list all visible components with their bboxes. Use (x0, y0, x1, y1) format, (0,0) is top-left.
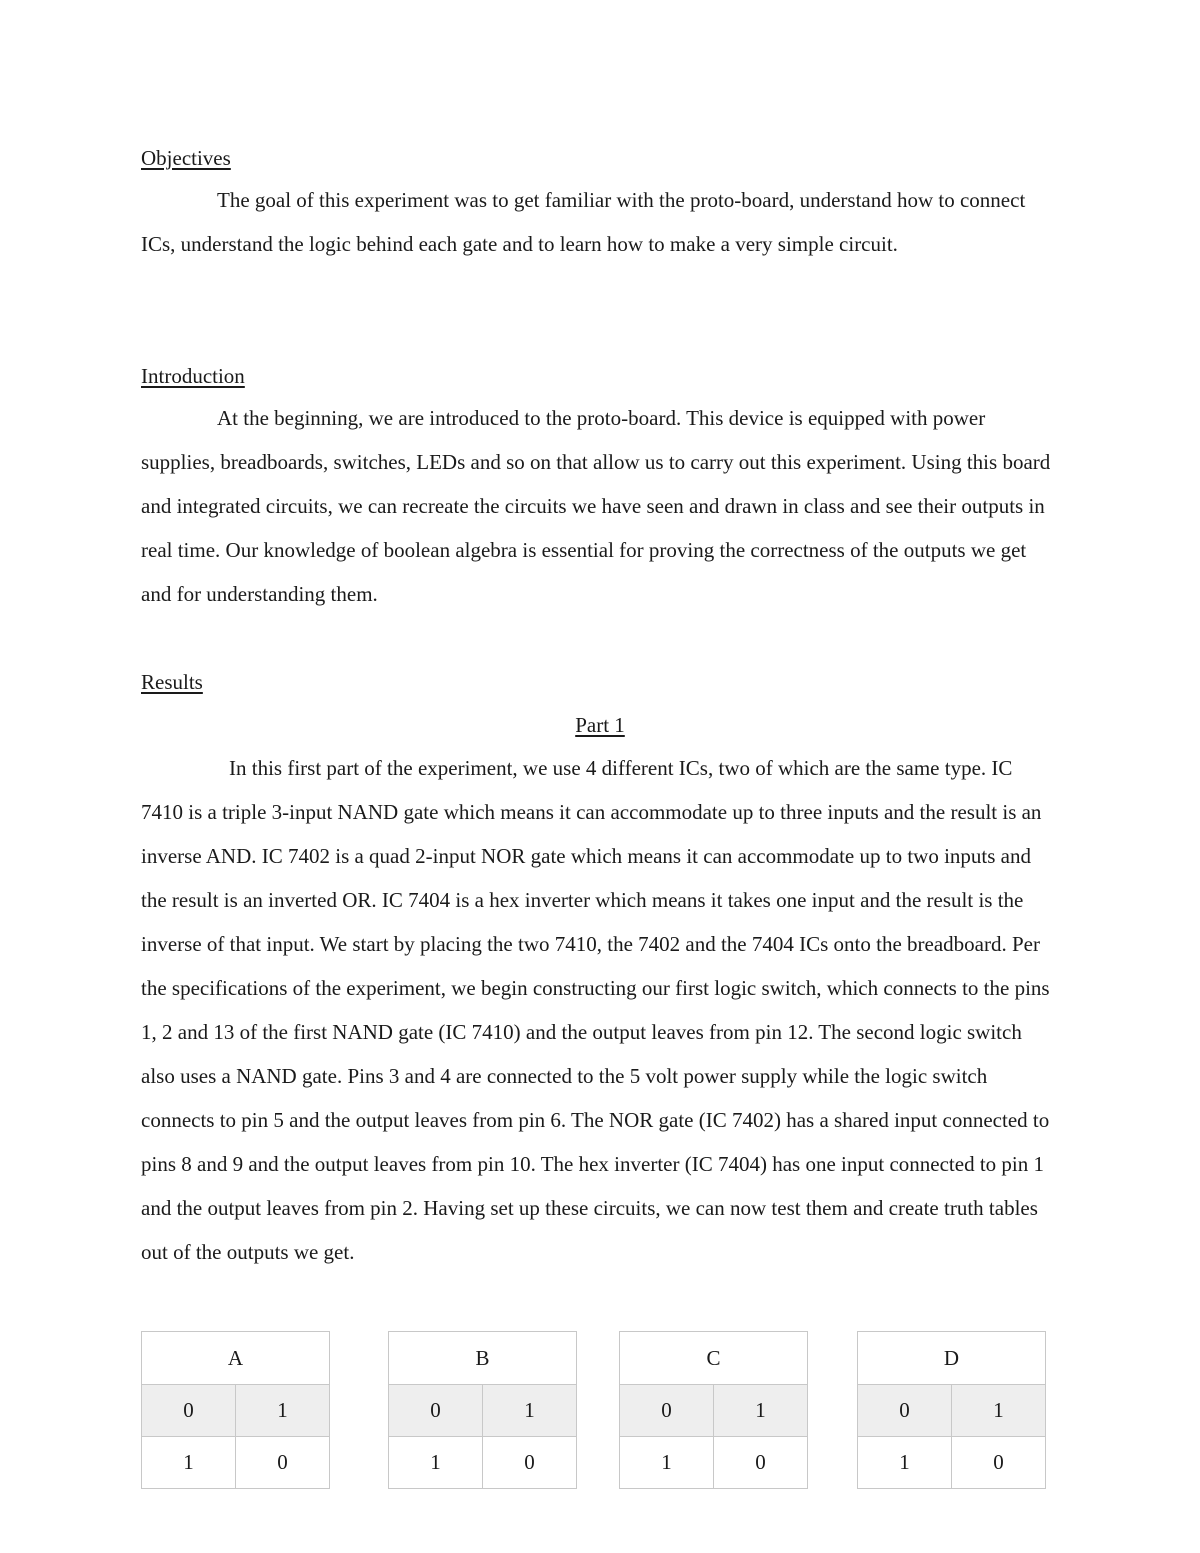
table-cell: 0 (483, 1437, 577, 1489)
part1-heading: Part 1 (575, 713, 625, 737)
table-cell: 0 (142, 1385, 236, 1437)
truth-table-d (857, 1331, 1046, 1489)
table-cell: 1 (714, 1385, 808, 1437)
table-cell: 1 (389, 1437, 483, 1489)
table-cell: 0 (620, 1385, 714, 1437)
table-label: B (389, 1332, 577, 1385)
table-cell: 1 (620, 1437, 714, 1489)
objectives-heading: Objectives (141, 146, 231, 170)
truth-table-c (619, 1331, 808, 1489)
truth-table-b (388, 1331, 577, 1489)
table-cell: 0 (389, 1385, 483, 1437)
introduction-paragraph: At the beginning, we are introduced to the proto-board. This device is equipped with power supplies, breadboards, switches, LEDs and so on that allow us to carry out this experiment. Using this board and integrated circuits, we can recreate the circuits we have seen and drawn in class and see their outputs in real time. Our knowledge of boolean algebra is essential for proving the correctness of the outputs we get and for understanding them. (141, 406, 1051, 606)
table-cell: 0 (236, 1437, 330, 1489)
results-paragraph: In this first part of the experiment, we use 4 different ICs, two of which are the same type. IC 7410 is a triple 3-input NAND gate which means it can accommodate up to three inputs and the result is an inverse AND. IC 7402 is a quad 2-input NOR gate which means it can accommodate up to two inputs and the result is an inverted OR. IC 7404 is a hex inverter which means it takes one input and the result is the inverse of that input. We start by placing the two 7410, the 7402 and the 7404 ICs onto the breadboard. Per the specifications of the experiment, we begin constructing our first logic switch, which connects to the pins 1, 2 and 13 of the first NAND gate (IC 7410) and the output leaves from pin 12. The second logic switch also uses a NAND gate. Pins 3 and 4 are connected to the 5 volt power supply while the logic switch connects to pin 5 and the output leaves from pin 6. The NOR gate (IC 7402) has a shared input connected to pins 8 and 9 and the output leaves from pin 10. The hex inverter (IC 7404) has one input connected to pin 1 and the output leaves from pin 2. Having set up these circuits, we can now test them and create truth tables out of the outputs we get. (141, 756, 1050, 1264)
table-cell: 1 (236, 1385, 330, 1437)
objectives-paragraph: The goal of this experiment was to get familiar with the proto-board, understand how to connect ICs, understand the logic behind each gate and to learn how to make a very simple circuit. (141, 188, 1026, 256)
table-cell: 1 (952, 1385, 1046, 1437)
table-label: C (620, 1332, 808, 1385)
table-cell: 1 (858, 1437, 952, 1489)
table-cell: 0 (714, 1437, 808, 1489)
table-cell: 1 (142, 1437, 236, 1489)
table-cell: 0 (858, 1385, 952, 1437)
table-cell: 1 (483, 1385, 577, 1437)
table-label: A (142, 1332, 330, 1385)
table-cell: 0 (952, 1437, 1046, 1489)
results-heading: Results (141, 670, 203, 694)
table-label: D (858, 1332, 1046, 1385)
truth-table-a (141, 1331, 330, 1489)
introduction-heading: Introduction (141, 364, 245, 388)
